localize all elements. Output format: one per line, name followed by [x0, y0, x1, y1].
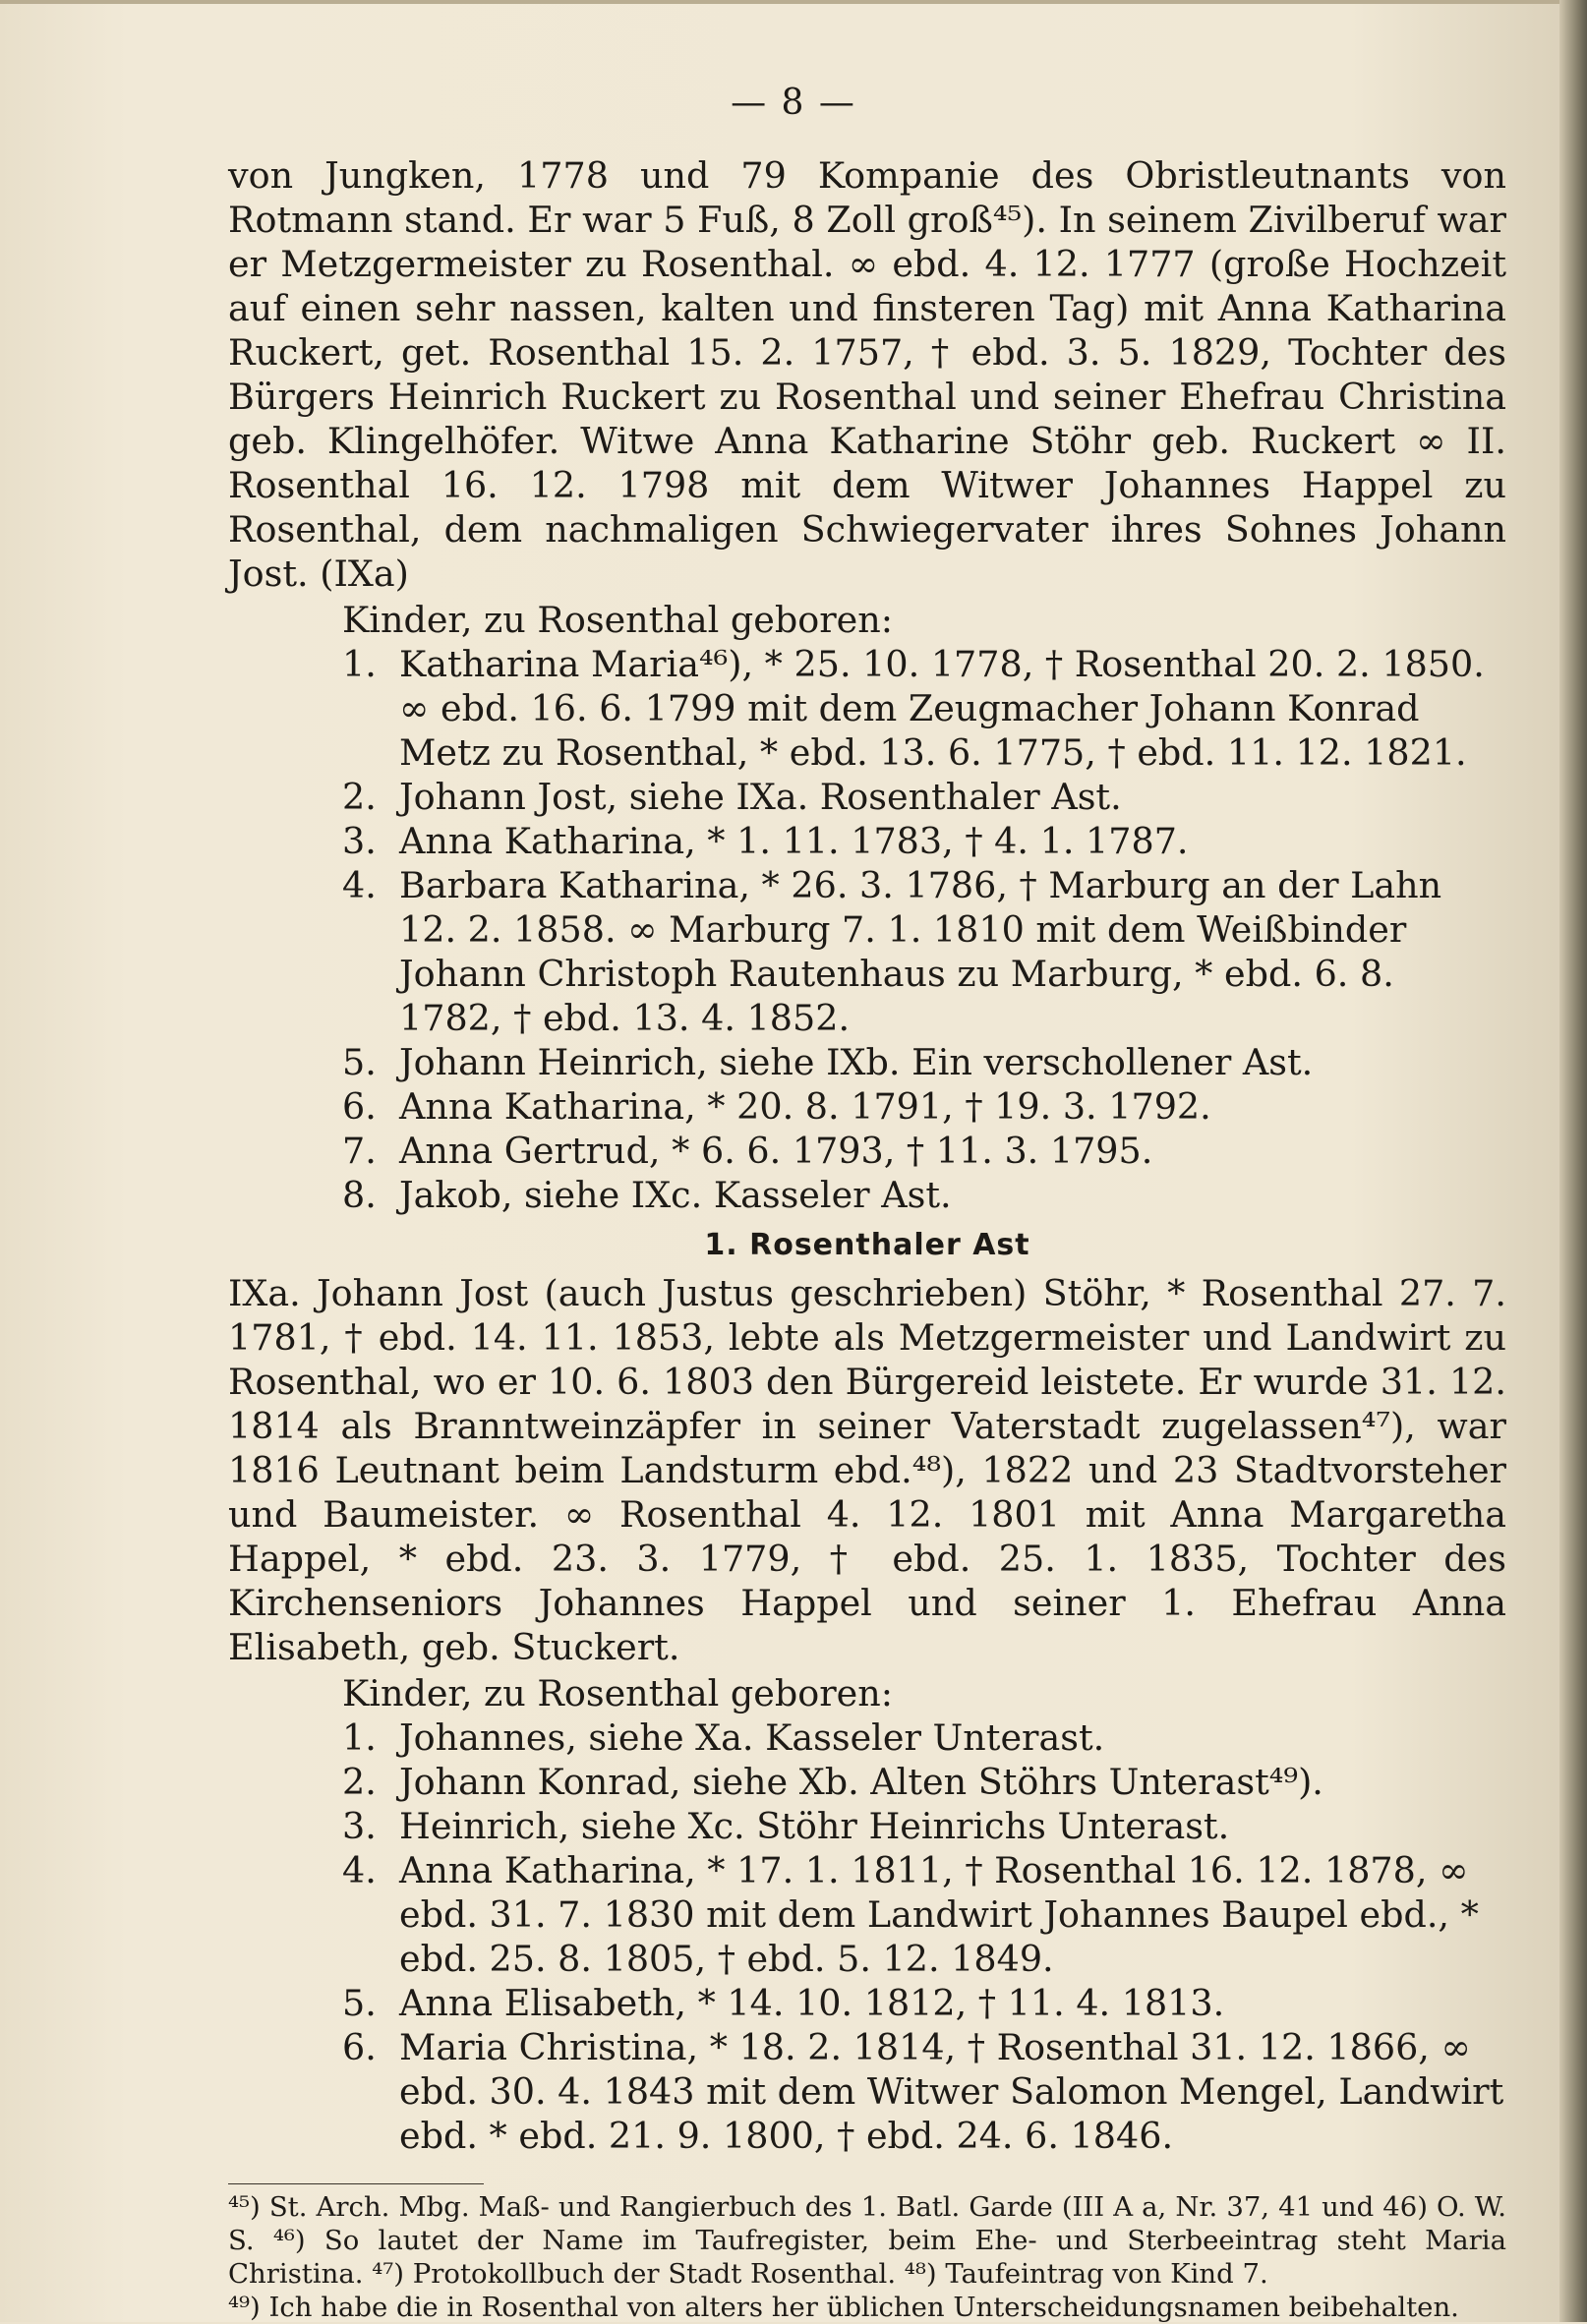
item-number: 4. [342, 864, 377, 906]
item-text: Johann Jost, siehe IXa. Rosenthaler Ast. [399, 776, 1122, 818]
item-number: 2. [342, 776, 377, 818]
section-title: 1. Rosenthaler Ast [704, 1228, 1030, 1262]
list-item [228, 775, 1506, 819]
item-text: Anna Katharina, * 1. 11. 1783, † 4. 1. 1787. [399, 820, 1189, 862]
list-item [228, 863, 1506, 1040]
item-text: Maria Christina, * 18. 2. 1814, † Rosenthal 31. 12. 1866, ∞ ebd. 30. 4. 1843 mit dem Witwer Salomon Mengel, Landwirt ebd. * ebd. 21. 9. 1800, † ebd. 24. 6. 1846. [399, 2026, 1504, 2157]
item-number: 1. [342, 1716, 377, 1759]
item-text: Barbara Katharina, * 26. 3. 1786, † Marburg an der Lahn 12. 2. 1858. ∞ Marburg 7. 1. 1810 mit dem Weißbinder Johann Christoph Rautenhaus zu Marburg, * ebd. 6. 8. 1782, † ebd. 13. 4. 1852. [399, 864, 1442, 1039]
item-text: Johann Konrad, siehe Xb. Alten Stöhrs Unterast⁴⁹). [399, 1761, 1323, 1803]
book-spine-shadow [1559, 0, 1587, 2322]
section-paragraph: IXa. Johann Jost (auch Justus geschrieben) Stöhr, * Rosenthal 27. 7. 1781, † ebd. 14. 11. 1853, lebte als Metzgermeister und Landwirt zu Rosenthal, wo er 10. 6. 1803 den Bürgereid leistete. Er wurde 31. 12. 1814 als Branntweinzäpfer in seiner Vaterstadt zugelassen⁴⁷), war 1816 Leutnant beim Landsturm ebd.⁴⁸), 1822 und 23 Stadtvorsteher und Baumeister. ∞ Rosenthal 4. 12. 1801 mit Anna Margaretha Happel, * ebd. 23. 3. 1779, † ebd. 25. 1. 1835, Tochter des Kirchenseniors Johannes Happel und seiner 1. Ehefrau Anna Elisabeth, geb. Stuckert. [228, 1272, 1506, 1668]
item-text: Johann Heinrich, siehe IXb. Ein verschollener Ast. [399, 1041, 1314, 1083]
footnotes [228, 2190, 1506, 2324]
list-item [228, 642, 1506, 775]
list-item [228, 1981, 1506, 2025]
list-item [228, 1173, 1506, 1217]
page-top-edge [0, 0, 1587, 4]
footnote: ⁴⁹) Ich habe die in Rosenthal von alters her üblichen Unterscheidungsnamen beibehalten. [228, 2292, 1459, 2323]
item-number: 7. [342, 1130, 377, 1172]
list-item [228, 1760, 1506, 1804]
item-text: Anna Elisabeth, * 14. 10. 1812, † 11. 4. 1813. [399, 1982, 1225, 2024]
item-text: Anna Katharina, * 20. 8. 1791, † 19. 3. 1792. [399, 1085, 1211, 1128]
item-text: Anna Gertrud, * 6. 6. 1793, † 11. 3. 1795. [399, 1130, 1153, 1172]
page-body [228, 153, 1506, 2324]
item-number: 6. [342, 2026, 377, 2068]
item-number: 3. [342, 820, 377, 862]
item-number: 5. [342, 1982, 377, 2024]
footnote: ⁴⁵) St. Arch. Mbg. Maß- und Rangierbuch des 1. Batl. Garde (III A a, Nr. 37, 41 und 46) O. W. S. ⁴⁶) So lautet der Name im Taufregister, beim Ehe- und Sterbeeintrag steht Maria Christina. ⁴⁷) Protokollbuch der Stadt Rosenthal. ⁴⁸) Taufeintrag von Kind 7. [228, 2191, 1506, 2290]
item-number: 5. [342, 1041, 377, 1083]
list-item [228, 1129, 1506, 1173]
footnote-separator [228, 2183, 484, 2184]
item-number: 6. [342, 1085, 377, 1128]
list-item [228, 1084, 1506, 1129]
children-list-2 [228, 1715, 1506, 2158]
children-list-1 [228, 642, 1506, 1217]
item-number: 4. [342, 1849, 377, 1891]
item-number: 8. [342, 1174, 377, 1216]
item-number: 3. [342, 1805, 377, 1847]
item-text: Heinrich, siehe Xc. Stöhr Heinrichs Unterast. [399, 1805, 1230, 1847]
list-item [228, 1848, 1506, 1981]
children-heading-2: Kinder, zu Rosenthal geboren: [342, 1672, 894, 1714]
page-number: — 8 — [731, 83, 856, 123]
list-item [228, 819, 1506, 863]
item-text: Jakob, siehe IXc. Kasseler Ast. [399, 1174, 952, 1216]
item-number: 2. [342, 1761, 377, 1803]
item-text: Katharina Maria⁴⁶), * 25. 10. 1778, † Rosenthal 20. 2. 1850. ∞ ebd. 16. 6. 1799 mit dem Zeugmacher Johann Konrad Metz zu Rosenthal, * ebd. 13. 6. 1775, † ebd. 11. 12. 1821. [399, 643, 1485, 774]
list-item [228, 1040, 1506, 1084]
item-text: Anna Katharina, * 17. 1. 1811, † Rosenthal 16. 12. 1878, ∞ ebd. 31. 7. 1830 mit dem Landwirt Johannes Baupel ebd., * ebd. 25. 8. 1805, † ebd. 5. 12. 1849. [399, 1849, 1479, 1980]
children-heading-1: Kinder, zu Rosenthal geboren: [342, 599, 894, 641]
intro-paragraph: von Jungken, 1778 und 79 Kompanie des Obristleutnants von Rotmann stand. Er war 5 Fuß, 8 Zoll groß⁴⁵). In seinem Zivilberuf war er Metzgermeister zu Rosenthal. ∞ ebd. 4. 12. 1777 (große Hochzeit auf einen sehr nassen, kalten und finsteren Tag) mit Anna Katharina Ruckert, get. Rosenthal 15. 2. 1757, † ebd. 3. 5. 1829, Tochter des Bürgers Heinrich Ruckert zu Rosenthal und seiner Ehefrau Christina geb. Klingelhöfer. Witwe Anna Katharine Stöhr geb. Ruckert ∞ II. Rosenthal 16. 12. 1798 mit dem Witwer Johannes Happel zu Rosenthal, dem nachmaligen Schwiegervater ihres Sohnes Johann Jost. (IXa) [228, 154, 1506, 595]
list-item [228, 2025, 1506, 2158]
item-text: Johannes, siehe Xa. Kasseler Unterast. [399, 1716, 1105, 1759]
item-number: 1. [342, 643, 377, 685]
list-item [228, 1804, 1506, 1848]
list-item [228, 1715, 1506, 1760]
